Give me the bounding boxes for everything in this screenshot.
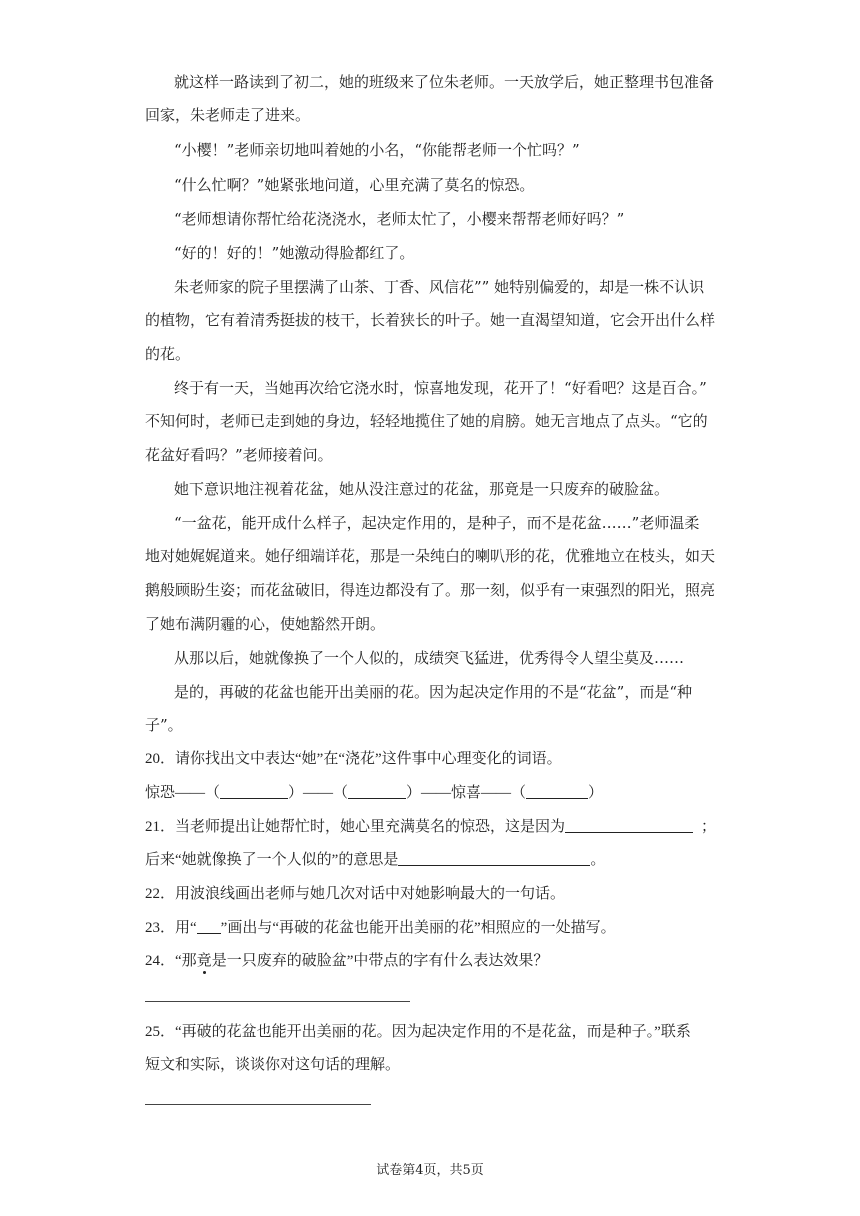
answer-blank[interactable] bbox=[220, 784, 288, 799]
question-20: 20．请你找出文中表达“她”在“浇花”这件事中心理变化的词语。 bbox=[145, 751, 562, 767]
passage-line: “什么忙啊？”她紧张地问道，心里充满了莫名的惊恐。 bbox=[174, 176, 535, 194]
question-22: 22．用波浪线画出老师与她几次对话中对她影响最大的一句话。 bbox=[145, 886, 566, 902]
question-23: 23．用“ ”画出与“再破的花盆也能开出美丽的花”相照应的一处描写。 bbox=[145, 920, 616, 936]
underline-mark bbox=[197, 919, 221, 934]
question-20-answer-row: 惊恐——（ ）——（ ）——惊喜——（ ） bbox=[145, 785, 604, 801]
passage-line: 鹅般顾盼生姿；而花盆破旧，得连边都没有了。那一刻，似乎有一束强烈的阳光，照亮 bbox=[145, 581, 716, 599]
answer-blank[interactable] bbox=[398, 851, 590, 866]
answer-blank[interactable] bbox=[348, 784, 406, 799]
passage-line: 是的，再破的花盆也能开出美丽的花。因为起决定作用的不是“花盆”，而是“种 bbox=[174, 683, 693, 701]
page-footer: 试卷第4页，共5页 bbox=[376, 1163, 484, 1178]
passage-line: 的花。 bbox=[145, 345, 191, 363]
dotted-character: 竟 bbox=[196, 953, 212, 969]
passage-line: 了她布满阴霾的心，使她豁然开朗。 bbox=[145, 615, 386, 633]
question-21-part-a: 21．当老师提出让她帮忙时，她心里充满莫名的惊恐，这是因为 ； bbox=[145, 819, 717, 835]
answer-blank[interactable] bbox=[565, 818, 693, 833]
question-25-line-1: 25．“再破的花盆也能开出美丽的花。因为起决定作用的不是花盆，而是种子。”联系 bbox=[145, 1024, 691, 1040]
passage-line: “老师想请你帮忙给花浇浇水，老师太忙了，小樱来帮帮老师好吗？” bbox=[174, 210, 625, 228]
question-21-part-b: 后来“她就像换了一个人似的”的意思是 。 bbox=[145, 852, 606, 868]
answer-line[interactable] bbox=[145, 1104, 371, 1105]
passage-line: “小樱！”老师亲切地叫着她的小名，“你能帮老师一个忙吗？” bbox=[174, 141, 580, 159]
passage-line: 就这样一路读到了初二，她的班级来了位朱老师。一天放学后，她正整理书包准备 bbox=[174, 73, 715, 91]
passage-line: “一盆花，能开成什么样子，起决定作用的，是种子，而不是花盆……”老师温柔 bbox=[174, 514, 700, 532]
passage-line: 从那以后，她就像换了一个人似的，成绩突飞猛进，优秀得令人望尘莫及…… bbox=[174, 649, 685, 667]
passage-line: 地对她娓娓道来。她仔细端详花，那是一朵纯白的喇叭形的花，优雅地立在枝头，如天 bbox=[145, 547, 716, 565]
passage-line: 不知何时，老师已走到她的身边，轻轻地揽住了她的肩膀。她无言地点了点头。“它的 bbox=[145, 412, 708, 430]
passage-line: 花盆好看吗？”老师接着问。 bbox=[145, 446, 333, 464]
question-24: 24．“那竟是一只废弃的破脸盆”中带点的字有什么表达效果？ bbox=[145, 953, 549, 969]
question-25-line-2: 短文和实际，谈谈你对这句话的理解。 bbox=[145, 1057, 401, 1073]
passage-line: 终于有一天，当她再次给它浇水时，惊喜地发现，花开了！“好看吧？这是百合。” bbox=[174, 379, 707, 397]
passage-line: 的植物，它有着清秀挺拔的枝干，长着狭长的叶子。她一直渴望知道，它会开出什么样 bbox=[145, 311, 716, 329]
passage-line: 她下意识地注视着花盆，她从没注意过的花盆，那竟是一只废弃的破脸盆。 bbox=[174, 480, 670, 498]
answer-line[interactable] bbox=[145, 1001, 410, 1002]
passage-line: 回家，朱老师走了进来。 bbox=[145, 106, 311, 124]
passage-line: 子”。 bbox=[145, 716, 183, 734]
answer-blank[interactable] bbox=[526, 784, 588, 799]
passage-line: 朱老师家的院子里摆满了山茶、丁香、风信花”” 她特别偏爱的，却是一株不认识 bbox=[174, 278, 705, 296]
passage-line: “好的！好的！”她激动得脸都红了。 bbox=[174, 244, 415, 262]
